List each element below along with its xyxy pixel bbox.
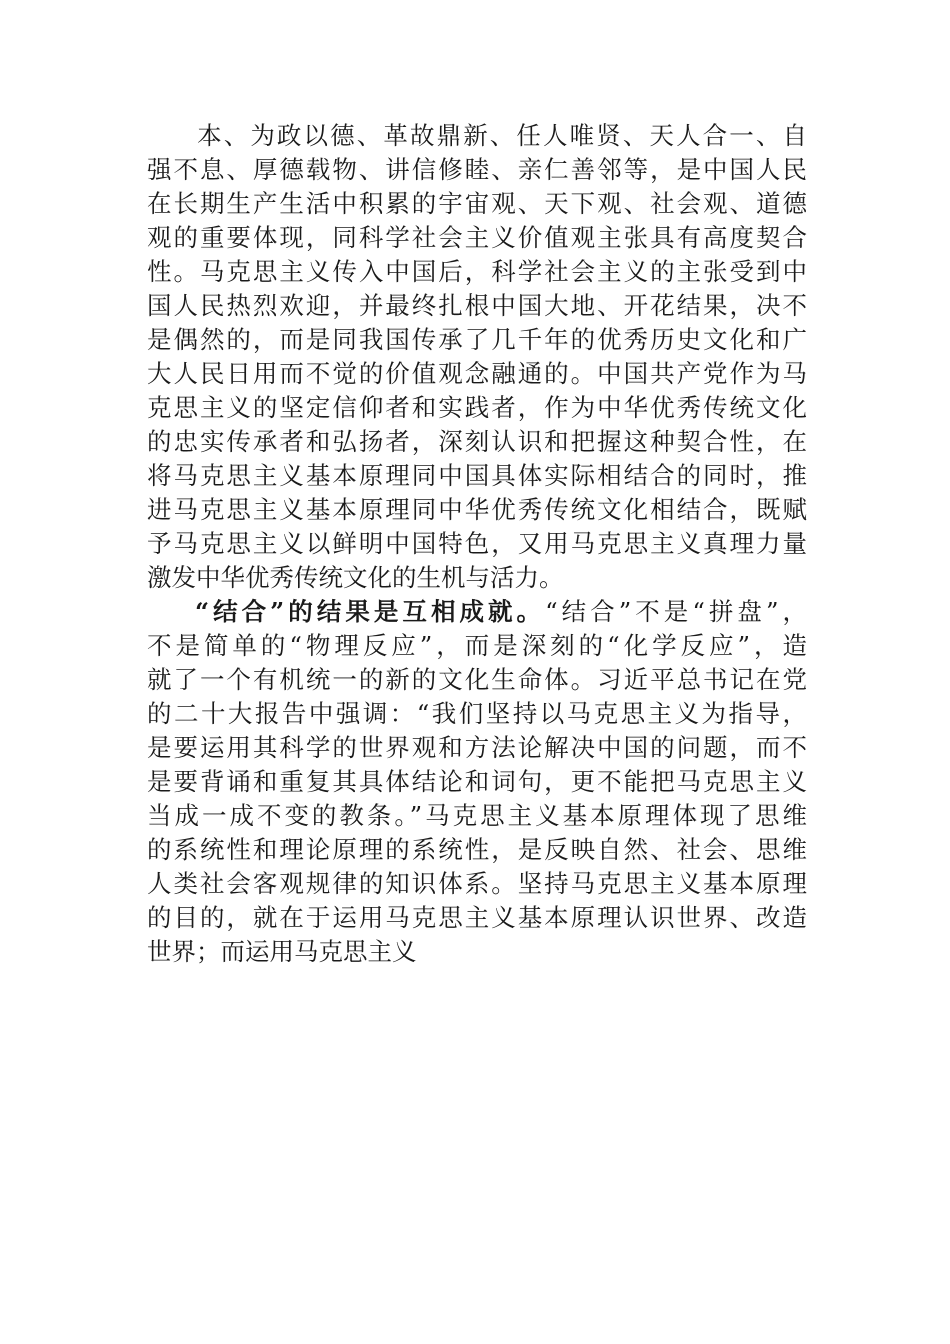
- paragraph-1-line: 强不息、厚德载物、讲信修睦、亲仁善邻等，是中国人民: [147, 155, 807, 184]
- paragraph-2-line: 就了一个有机统一的新的文化生命体。习近平总书记在党: [147, 665, 807, 694]
- body-text: [147, 119, 807, 969]
- paragraph-1-line: 予马克思主义以鲜明中国特色，又用马克思主义真理力量: [147, 529, 807, 558]
- paragraph-1-line: 是偶然的，而是同我国传承了几千年的优秀历史文化和广: [147, 325, 807, 354]
- line-text: “结合”不是“拼盘”，: [545, 597, 807, 626]
- paragraph-1-line: 观的重要体现，同科学社会主义价值观主张具有高度契合: [147, 223, 807, 252]
- paragraph-1-line: 激发中华优秀传统文化的生机与活力。: [147, 563, 564, 592]
- paragraph-2-lead-line: [147, 595, 807, 629]
- paragraph-1-line: 的忠实传承者和弘扬者，深刻认识和把握这种契合性，在: [147, 427, 807, 456]
- paragraph-2-line: 的目的，就在于运用马克思主义基本原理认识世界、改造: [147, 903, 807, 932]
- paragraph-1-line: 将马克思主义基本原理同中国具体实际相结合的同时，推: [147, 461, 807, 490]
- paragraph-2-line: 不是简单的“物理反应”，而是深刻的“化学反应”，造: [147, 631, 807, 660]
- paragraph-2-heading: “结合”的结果是互相成就。: [195, 597, 546, 626]
- paragraph-1-line: 性。马克思主义传入中国后，科学社会主义的主张受到中: [147, 257, 807, 286]
- paragraph-2-line: 的二十大报告中强调：“我们坚持以马克思主义为指导，: [147, 699, 807, 728]
- paragraph-2-line: 当成一成不变的教条。”马克思主义基本原理体现了思维: [147, 801, 807, 830]
- paragraph-2-line: 的系统性和理论原理的系统性，是反映自然、社会、思维: [147, 835, 807, 864]
- paragraph-2-line: 是要运用其科学的世界观和方法论解决中国的问题，而不: [147, 733, 807, 762]
- paragraph-1-line: 克思主义的坚定信仰者和实践者，作为中华优秀传统文化: [147, 393, 807, 422]
- paragraph-2-line: 人类社会客观规律的知识体系。坚持马克思主义基本原理: [147, 869, 807, 898]
- paragraph-1-line: 进马克思主义基本原理同中华优秀传统文化相结合，既赋: [147, 495, 807, 524]
- paragraph-2-line: 是要背诵和重复其具体结论和词句，更不能把马克思主义: [147, 767, 807, 796]
- line-text: 本、为政以德、革故鼎新、任人唯贤、天人合一、自: [195, 121, 807, 150]
- paragraph-2-line: 世界；而运用马克思主义: [147, 937, 417, 966]
- paragraph-1-line: 国人民热烈欢迎，并最终扎根中国大地、开花结果，决不: [147, 291, 807, 320]
- paragraph-1-line: [147, 119, 807, 153]
- paragraph-1-line: 在长期生产生活中积累的宇宙观、天下观、社会观、道德: [147, 189, 807, 218]
- paragraph-1-line: 大人民日用而不觉的价值观念融通的。中国共产党作为马: [147, 359, 807, 388]
